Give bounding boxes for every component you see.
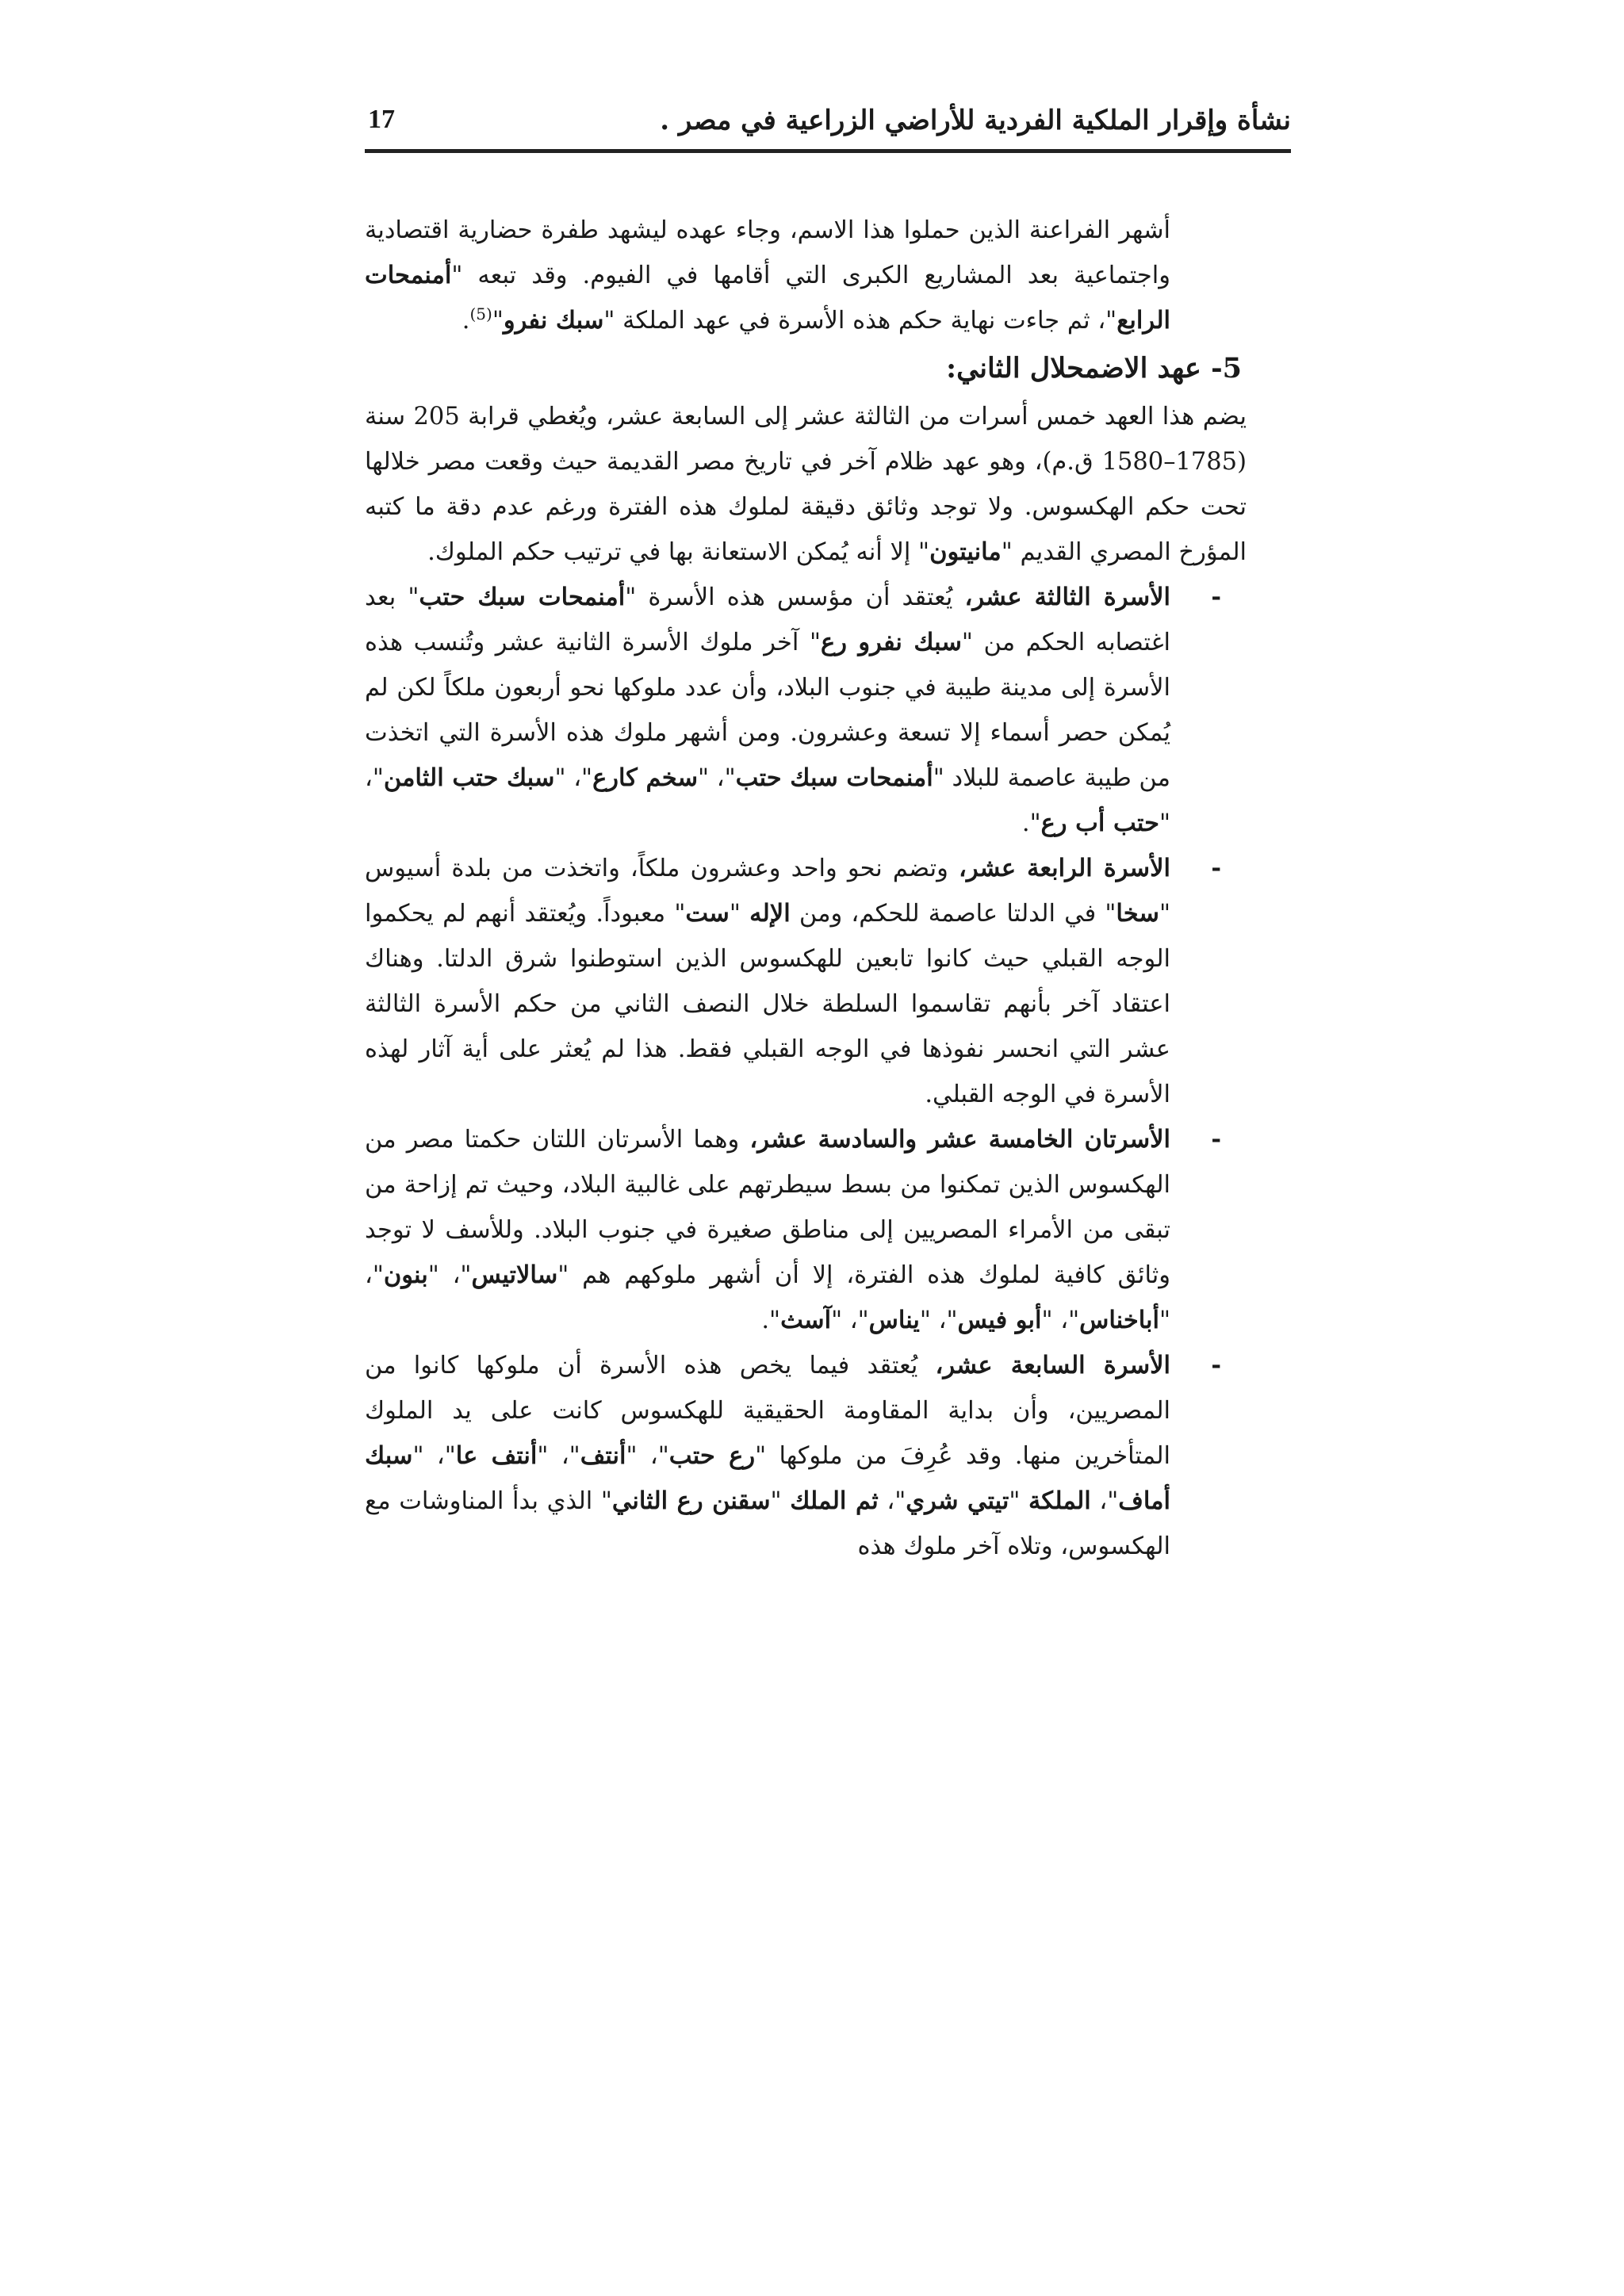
overview-paragraph	[365, 394, 1247, 575]
deity-name: ست	[685, 899, 730, 928]
text-run: "، "	[537, 1442, 580, 1470]
title-word: الملكة	[1028, 1487, 1091, 1515]
king-name: آسث	[780, 1306, 832, 1334]
header-rule	[365, 149, 1291, 153]
text-run: " الذي بدأ المناوشات مع الهكسوس، وتلاه آخر ملوك هذه	[365, 1487, 1170, 1560]
historian-name: مانيتون	[929, 538, 1002, 566]
dynasty-title: الأسرة الثالثة عشر،	[964, 583, 1170, 611]
king-name: سبك حتب الثامن	[383, 763, 555, 792]
bullet-dash-icon: -	[1211, 583, 1221, 611]
king-name: سخم كارع	[592, 763, 699, 792]
text-run: يضم هذا العهد خمس أسرات من الثالثة عشر إلى السابعة عشر، ويُغطي قرابة 205 سنة (1785–1580 ق.م)، وهو عهد ظلام آخر في تاريخ مصر القديمة حيث وقعت مصر خلالها تحت حكم الهكسوس. ولا توجد وثائق دقيقة لملوك هذه الفترة ورغم عدم دقة ما كتبه المؤرخ المصري القديم "	[365, 403, 1247, 566]
text-run: "، "	[698, 764, 736, 792]
text-run: "، "	[626, 1442, 669, 1470]
bullet-dash-icon: -	[1211, 1351, 1221, 1380]
page-header	[365, 95, 1291, 154]
king-name: أمنمحات سبك حتب	[419, 583, 626, 611]
text-run: "، "	[554, 764, 593, 792]
dynasty-list	[365, 575, 1247, 1569]
text-run: " إلا أنه يُمكن الاستعانة بها في ترتيب حكم الملوك.	[427, 538, 930, 566]
text-run: "، "	[1041, 1307, 1080, 1334]
queen-name: سبك نفرو	[503, 306, 604, 335]
intro-paragraph	[365, 208, 1247, 343]
king-name: سالاتيس	[471, 1261, 558, 1289]
king-name: أبو فيس	[957, 1306, 1042, 1334]
king-name: سبك أماف	[365, 1441, 1170, 1515]
text-run: "، "	[919, 1307, 958, 1334]
king-name: أمنمحات الرابع	[365, 261, 1170, 335]
dynasty-title: الأسرة الرابعة عشر،	[958, 854, 1170, 882]
bullet-dash-icon: -	[1211, 854, 1221, 882]
text-run: "، "	[412, 1442, 456, 1470]
king-name: سبك نفرو رع	[821, 628, 962, 656]
list-item-dynasty-14	[365, 846, 1221, 1117]
list-item-dynasty-17	[365, 1343, 1221, 1569]
king-name: حتب أب رع	[1040, 809, 1159, 837]
dynasty-title: الأسرتان الخامسة عشر والسادسة عشر،	[749, 1125, 1170, 1154]
text-run: ".	[761, 1307, 781, 1334]
text-run: .	[462, 307, 470, 335]
king-name: أمنمحات سبك حتب	[735, 763, 933, 792]
text-run: يُعتقد أن مؤسس هذه الأسرة "	[625, 584, 965, 611]
list-item-dynasty-15-16	[365, 1117, 1221, 1343]
text-run: " بعد اغتصابه الحكم من "	[365, 584, 1170, 656]
text-run: "، "	[365, 764, 1170, 837]
text-run: ".	[1021, 809, 1041, 837]
text-run: " في الدلتا عاصمة للحكم، ومن	[790, 900, 1116, 928]
emphasis: الإله	[749, 899, 791, 928]
dynasty-title: الأسرة السابعة عشر،	[935, 1351, 1170, 1380]
king-name: أنتف عا	[455, 1441, 538, 1470]
text-run: " معبوداً. ويُعتقد أنهم لم يحكموا الوجه القبلي حيث كانوا تابعين للهكسوس الذين استوطنوا شرق الدلتا. وهناك اعتقاد آخر بأنهم تقاسموا السلطة خلال النصف الثاني من حكم الأسرة الثالثة عشر التي انحسر نفوذها في الوجه القبلي فقط. هذا لم يُعثر على أية آثار لهذه الأسرة في الوجه القبلي.	[365, 900, 1170, 1108]
king-name: بنون	[383, 1261, 428, 1289]
text-run: وهما الأسرتان اللتان حكمتا مصر من الهكسوس الذين تمكنوا من بسط سيطرتهم على غالبية البلاد، وحيث تم إزاحة من تبقى من الأمراء المصريين إلى مناطق صغيرة في جنوب البلاد. وللأسف لا توجد وثائق كافية لملوك هذه الفترة، إلا أن أشهر ملوكهم هم "	[365, 1126, 1170, 1289]
title-word: ثم الملك	[790, 1487, 879, 1515]
text-run: أشهر الفراعنة الذين حملوا هذا الاسم، وجاء عهده ليشهد طفرة حضارية اقتصادية واجتماعية بعد المشاريع الكبرى التي أقامها في الفيوم. وقد تبعه "	[365, 216, 1170, 289]
queen-name: تيتي شري	[906, 1487, 1009, 1515]
body-text	[365, 208, 1247, 1569]
text-run: "،	[1090, 1487, 1119, 1515]
section-heading: 5- عهد الاضمحلال الثاني:	[946, 352, 1242, 385]
text-run: "	[729, 900, 750, 928]
king-name: أباخناس	[1079, 1306, 1159, 1334]
text-run: "، "	[427, 1261, 472, 1289]
place-name: سخا	[1116, 899, 1159, 928]
king-name: رع حتب	[668, 1441, 756, 1470]
bullet-dash-icon: -	[1211, 1125, 1221, 1154]
running-head: نشأة وإقرار الملكية الفردية للأراضي الزراعية في مصر .	[660, 105, 1291, 136]
text-run: "، "	[831, 1307, 869, 1334]
text-run: "،	[878, 1487, 906, 1515]
king-name: سقنن رع الثاني	[611, 1487, 771, 1515]
text-run: "، ثم جاءت نهاية حكم هذه الأسرة في عهد الملكة "	[603, 307, 1117, 335]
text-run: "، "	[365, 1261, 1170, 1334]
footnote-ref: (5)	[469, 304, 492, 323]
list-item-dynasty-13	[365, 575, 1221, 846]
king-name: يناس	[868, 1306, 920, 1334]
text-run: "	[492, 307, 504, 335]
text-run: "	[1009, 1487, 1029, 1515]
text-run: "	[770, 1487, 791, 1515]
text-run: يُعتقد فيما يخص هذه الأسرة أن ملوكها كانوا من المصريين، وأن بداية المقاومة الحقيقية للهكسوس كانت على يد الملوك المتأخرين منها. وقد عُرِفَ من ملوكها "	[365, 1352, 1171, 1470]
page-number: 17	[368, 105, 395, 134]
king-name: أنتف	[580, 1441, 626, 1470]
text-run: " آخر ملوك الأسرة الثانية عشر وتُنسب هذه الأسرة إلى مدينة طيبة في جنوب البلاد، وأن عدد ملوكها نحو أربعون ملكاً لكن لم يُمكن حصر أسماء إلا تسعة وعشرون. ومن أشهر ملوك هذه الأسرة التي اتخذت من طيبة عاصمة للبلاد "	[365, 629, 1170, 792]
text-run: وتضم نحو واحد وعشرون ملكاً، واتخذت من بلدة أسيوس "	[365, 855, 1170, 928]
